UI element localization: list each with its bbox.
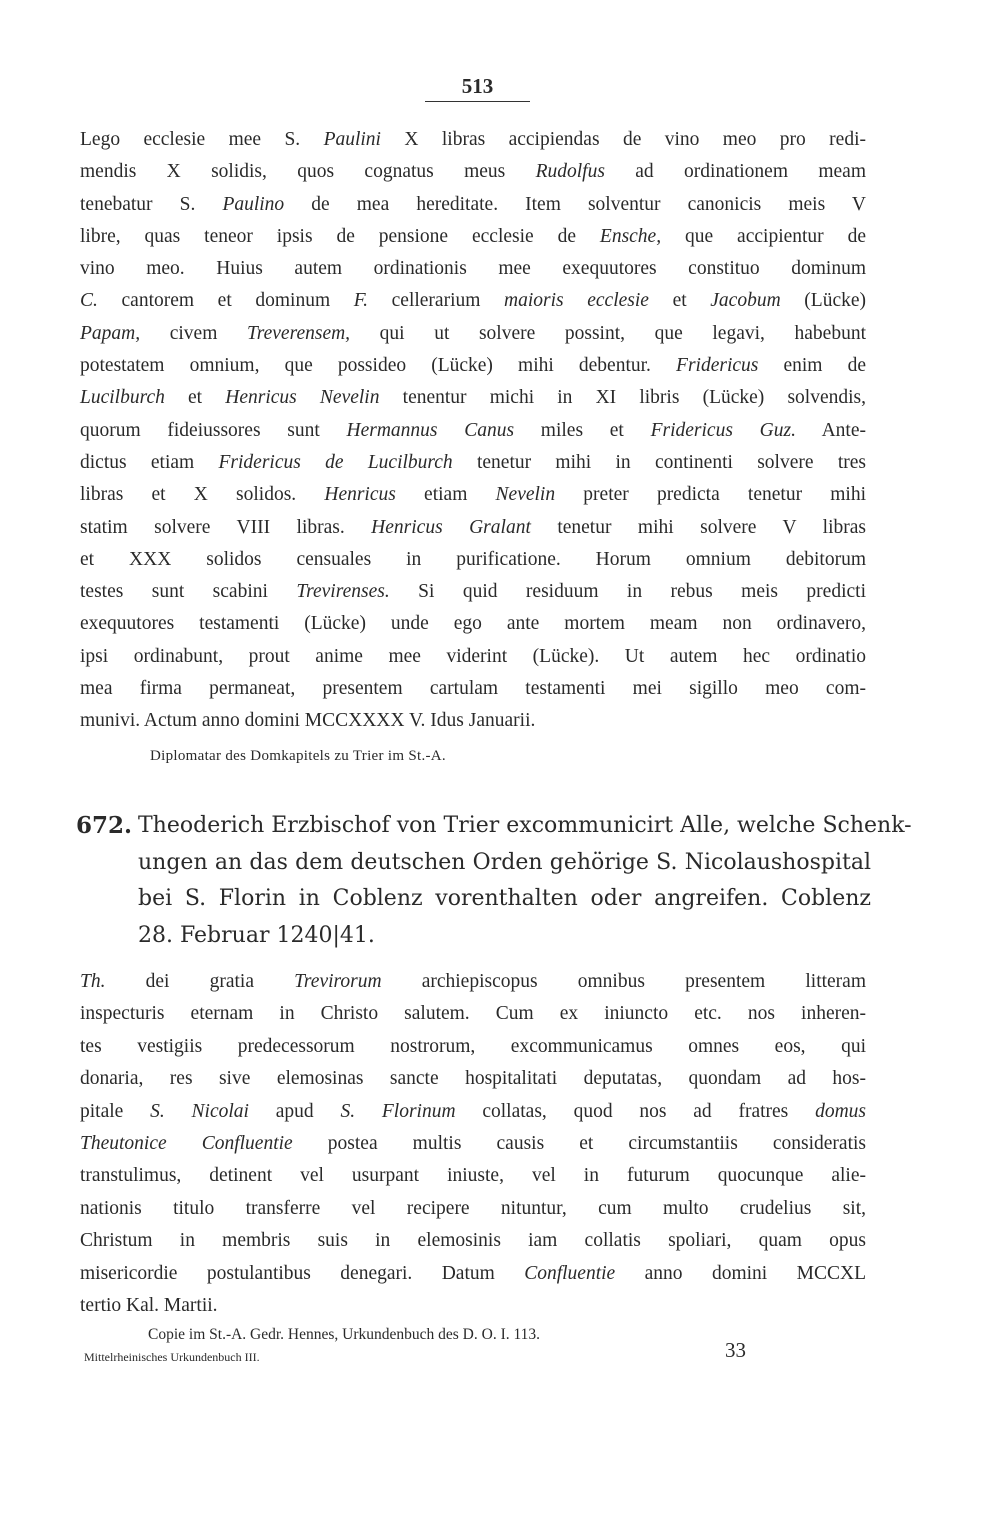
text-run: preter predicta tenetur mihi	[555, 484, 866, 506]
source-note: Diplomatar des Domkapitels zu Trier im St.-A.	[150, 748, 446, 764]
page-number: 513	[425, 74, 530, 102]
text-run: Si quid residuum in rebus meis predicti	[389, 581, 866, 603]
italic-name: Treverensem,	[246, 322, 351, 344]
document-heading	[76, 808, 912, 954]
text-run: mendis X solidis, quos cognatus meus	[80, 161, 536, 183]
text-run: qui ut solvere possint, que legavi, habebunt	[350, 322, 866, 344]
text-line	[80, 1128, 866, 1160]
italic-name: Confluentie	[524, 1262, 616, 1284]
italic-name: Fridericus de Lucilburch	[218, 451, 453, 473]
testament-paragraph	[80, 124, 866, 738]
charter-paragraph	[80, 966, 866, 1322]
italic-name: Henricus	[324, 484, 396, 506]
text-line	[80, 1063, 866, 1095]
text-run: libras et X solidos.	[80, 484, 325, 506]
italic-name: Rudolfus	[535, 161, 605, 183]
text-line	[80, 544, 866, 576]
italic-name: Trevirorum	[294, 971, 382, 992]
text-line	[80, 285, 866, 317]
italic-name: Papam,	[80, 322, 141, 344]
text-run: testes sunt scabini	[80, 581, 297, 603]
text-line	[80, 479, 866, 511]
text-run: et	[648, 290, 711, 312]
text-run: civem	[140, 322, 247, 344]
italic-name: Ensche,	[599, 225, 662, 247]
text-run: enim de	[758, 355, 866, 377]
italic-name: Jacobum	[710, 290, 781, 312]
text-line	[80, 705, 866, 737]
text-run: Lego ecclesie mee S.	[80, 129, 324, 150]
text-run: postea multis causis et circumstantiis consideratis	[292, 1132, 866, 1154]
copy-note: Copie im St.-A. Gedr. Hennes, Urkundenbuch des D. O. I. 113.	[148, 1326, 541, 1343]
text-run: X libras accipiendas de vino meo pro redi-	[380, 129, 866, 150]
text-run: ad ordinationem meam	[604, 161, 866, 183]
text-run: miles et	[514, 419, 651, 441]
italic-name: Th.	[80, 971, 106, 992]
text-line	[80, 350, 866, 382]
text-run: vino meo. Huius autem ordinationis mee exequutores constituo dominum	[80, 258, 866, 280]
italic-name: Nevelin	[495, 484, 556, 506]
text-run: etiam	[395, 484, 496, 506]
text-line	[80, 1258, 866, 1290]
italic-name: Fridericus Guz.	[650, 419, 796, 441]
italic-name: maioris ecclesie	[504, 290, 649, 312]
heading-line: Theoderich Erzbischof von Trier excommunicirt Alle, welche Schenk-	[138, 813, 912, 838]
italic-name: S. Nicolai	[150, 1100, 249, 1122]
text-run: ipsi ordinabunt, prout anime mee viderint (Lücke). Ut autem hec ordinatio	[80, 645, 866, 667]
text-run: collatas, quod nos ad fratres	[455, 1100, 816, 1122]
text-run: exequutores testamenti (Lücke) unde ego ante mortem meam non ordinavero,	[80, 613, 866, 635]
text-line	[80, 382, 866, 414]
text-line	[80, 673, 866, 705]
heading-line: 28. Februar 1240|41.	[138, 922, 375, 948]
text-line	[80, 966, 866, 998]
text-run: donaria, res sive elemosinas sancte hospitalitati deputatas, quondam ad hos-	[80, 1068, 866, 1090]
series-title: Mittelrheinisches Urkundenbuch III.	[84, 1350, 260, 1364]
text-run: Ante-	[795, 419, 867, 441]
text-run: inspecturis eternam in Christo salutem. Cum ex iniuncto etc. nos inheren-	[80, 1003, 866, 1025]
text-run: que accipientur de	[661, 225, 866, 247]
text-line	[80, 124, 866, 156]
italic-name: F.	[353, 290, 369, 312]
text-run: nationis titulo transferre vel recipere nituntur, cum multo crudelius sit,	[80, 1197, 866, 1219]
italic-name: Lucilburch	[80, 387, 165, 409]
text-run: pitale	[80, 1100, 151, 1122]
text-run: transtulimus, detinent vel usurpant iniuste, vel in futurum quocunque alie-	[80, 1165, 866, 1187]
heading-line: ungen an das dem deutschen Orden gehörige S. Nicolaushospital	[138, 849, 871, 875]
text-run: cantorem et dominum	[97, 290, 354, 312]
italic-name: Henricus Nevelin	[225, 387, 380, 409]
text-run: tenetur mihi solvere V libras	[530, 516, 867, 538]
text-line	[80, 318, 866, 350]
text-line	[80, 415, 866, 447]
text-line	[80, 641, 866, 673]
text-line	[80, 512, 866, 544]
heading-line: bei S. Florin in Coblenz vorenthalten oder angreifen. Coblenz	[138, 886, 871, 911]
text-run: et	[164, 387, 226, 409]
text-line	[80, 608, 866, 640]
text-run: anno domini MCCXL	[615, 1262, 866, 1284]
text-run: et XXX solidos censuales in purificatione. Horum omnium debitorum	[80, 548, 866, 570]
text-run: misericordie postulantibus denegari. Datum	[80, 1262, 525, 1284]
italic-name: Paulino	[222, 193, 285, 215]
text-run: statim solvere VIII libras.	[80, 516, 372, 538]
text-line	[80, 998, 866, 1030]
text-run: dei gratia	[105, 971, 295, 992]
text-line	[80, 253, 866, 285]
text-line	[80, 1160, 866, 1192]
text-run: archiepiscopus omnibus presentem litteram	[381, 971, 866, 992]
text-run: tenebatur S.	[80, 193, 223, 215]
text-line	[80, 1096, 866, 1128]
text-line	[80, 447, 866, 479]
text-run: tenetur mihi in continenti solvere tres	[452, 451, 866, 473]
text-run: tenentur michi in XI libris (Lücke) solvendis,	[379, 387, 866, 409]
text-run: (Lücke)	[780, 290, 866, 312]
italic-name: Fridericus	[676, 355, 759, 377]
italic-name: Theutonice Confluentie	[80, 1132, 293, 1154]
text-run: cellerarium	[368, 290, 505, 312]
text-run: libre, quas teneor ipsis de pensione ecclesie de	[80, 225, 600, 247]
document-number: 672.	[76, 812, 133, 839]
text-run: Christum in membris suis in elemosinis iam collatis spoliari, quam opus	[80, 1230, 866, 1252]
text-run: tertio Kal. Martii.	[80, 1294, 218, 1316]
text-line	[80, 1290, 866, 1322]
text-run: quorum fideiussores sunt	[80, 419, 347, 441]
text-run: munivi. Actum anno domini MCCXXXX V. Idus Januarii.	[80, 710, 536, 732]
text-line	[80, 156, 866, 188]
italic-name: S. Florinum	[340, 1100, 456, 1122]
sheet-number: 33	[725, 1338, 746, 1362]
italic-name: Hermannus Canus	[346, 419, 515, 441]
text-run: apud	[248, 1100, 341, 1122]
text-line	[80, 1193, 866, 1225]
italic-name: C.	[80, 290, 98, 312]
text-line	[80, 576, 866, 608]
text-line	[80, 1031, 866, 1063]
text-line	[80, 1225, 866, 1257]
text-run: potestatem omnium, que possideo (Lücke) mihi debentur.	[80, 355, 677, 377]
italic-name: Trevirenses.	[296, 581, 390, 603]
text-run: tes vestigiis predecessorum nostrorum, excommunicamus omnes eos, qui	[80, 1035, 866, 1057]
italic-name: Henricus Gralant	[371, 516, 531, 538]
text-line	[80, 189, 866, 221]
italic-name: Paulini	[323, 129, 381, 150]
text-run: de mea hereditate. Item solventur canonicis meis V	[284, 193, 866, 215]
italic-name: domus	[815, 1100, 866, 1122]
text-run: dictus etiam	[80, 451, 219, 473]
text-run: mea firma permaneat, presentem cartulam testamenti mei sigillo meo com-	[80, 678, 866, 700]
text-line	[80, 221, 866, 253]
